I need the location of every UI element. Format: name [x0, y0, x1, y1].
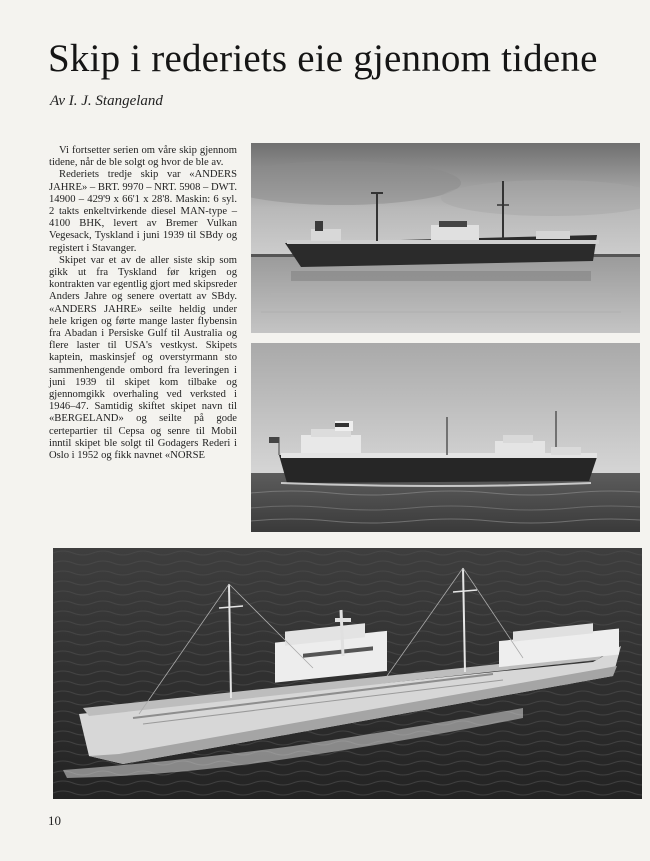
article-byline: Av I. J. Stangeland — [50, 93, 163, 109]
ship-photo-bergeland — [251, 343, 640, 532]
article-text-column — [49, 145, 237, 462]
ship-photo-anders-jahre — [251, 143, 640, 333]
article-paragraph: Rederiets tredje skip var «ANDERS JAHRE» – BRT. 9970 – NRT. 5908 – DWT. 14900 – 429'9 x 66'1 x 28'8. Maskin: 6 syl. 2 takts enkeltvirkende diesel MAN-type – 4100 BHK, levert av Bremer Vulkan Vegesack, Tyskland i juni 1939 til SBdy og registert i Stavanger. — [49, 169, 237, 254]
article-paragraph: Skipet var et av de aller siste skip som gikk ut fra Tyskland før krigen og kontrakten var egentlig gjort med skipsreder Anders Jahre og senere overtatt av SBdy. «ANDERS JAHRE» seilte heldig under hele krigen og førte mange laster flybensin fra Abadan i Persiske Gulf til Australia og flere laster til USA's vestkyst. Skipets kaptein, maskinsjef og overstyrmann sto sammenhengende ombord fra leveringen i juni 1939 til skipet kom tilbake og gjennomgikk overhaling ved verksted i 1946–47. Samtidig skiftet skipet navn til «BERGELAND» og seilte på gode certepartier til Cepsa og senre til Mobil inntil skipet ble solgt til Godagers Rederi i Oslo i 1952 og fikk navnet «NORSE — [49, 254, 237, 462]
article-paragraph: Vi fortsetter serien om våre skip gjennom tidene, når de ble solgt og hvor de ble av. — [49, 145, 237, 169]
page-number: 10 — [48, 813, 61, 828]
ship-photo-modern-tanker-image — [53, 548, 642, 799]
ship-photo-modern-tanker — [53, 548, 642, 799]
ship-photo-bergeland-image — [251, 343, 640, 532]
ship-photo-anders-jahre-image — [251, 143, 640, 333]
article-title: Skip i rederiets eie gjennom tidene — [48, 37, 598, 80]
